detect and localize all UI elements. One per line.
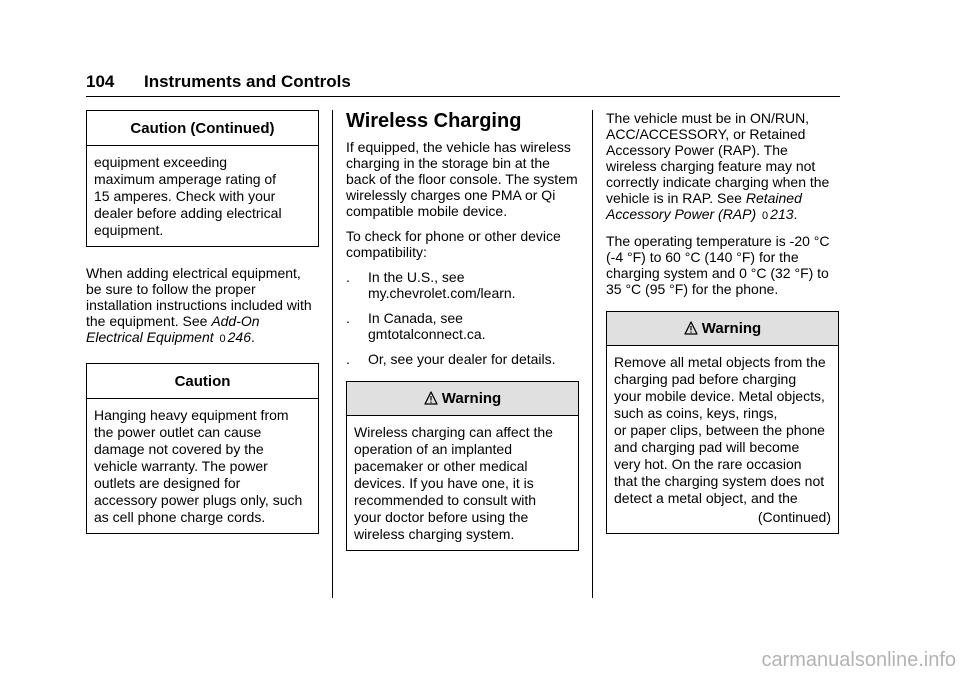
list-item-text: In Canada, see gmtotalconnect.ca.	[368, 310, 486, 342]
text-line: maximum amperage rating of	[94, 171, 277, 187]
xref-page[interactable]: 213	[770, 206, 794, 222]
text-line: your mobile device. Metal objects,	[614, 388, 825, 404]
paragraph: To check for phone or other device compatibility:	[346, 228, 561, 260]
box-body	[607, 346, 838, 533]
text-line: as cell phone charge cords.	[94, 509, 266, 525]
section-title: Instruments and Controls	[144, 72, 351, 91]
box-title: Caution	[87, 364, 318, 399]
box-body	[87, 146, 318, 246]
xref-page[interactable]: 246	[227, 329, 251, 345]
watermark: carmanualsonline.info	[761, 649, 956, 671]
text-line: 15 amperes. Check with your	[94, 188, 276, 204]
box-title	[347, 382, 578, 416]
text-line: Hanging heavy equipment from	[94, 407, 289, 423]
warning-box	[346, 381, 579, 551]
text-line: or paper clips, between the phone	[614, 422, 825, 438]
box-title	[607, 312, 838, 346]
text-line: equipment.	[94, 222, 164, 238]
bullet-icon: .	[346, 310, 350, 326]
paragraph-text: When adding electrical equipment, be sure to follow the proper installation instructions included with the equipment. See	[86, 265, 312, 329]
text-line: the power outlet can cause	[94, 424, 262, 440]
page-number: 104	[86, 72, 115, 91]
column-2	[346, 110, 579, 563]
paragraph: The operating temperature is -20 °C (-4 °F) to 60 °C (140 °F) for the charging system and 0 °C (32 °F) to 35 °C (95 °F) for the phone.	[606, 233, 830, 297]
caution-box	[86, 363, 319, 534]
xref-link[interactable]: Add-On Electrical Equipment	[86, 313, 260, 345]
column-divider	[332, 110, 333, 598]
column-3	[606, 110, 839, 546]
list-item	[346, 351, 579, 367]
page-ref-icon: 0	[219, 333, 226, 345]
text-line: and charging pad will become	[614, 439, 800, 455]
text-line: that the charging system does not	[614, 473, 825, 489]
page-ref-icon: 0	[762, 210, 769, 222]
warning-title: Warning	[441, 390, 502, 407]
text-line: wireless charging system.	[354, 526, 515, 542]
text-line: recommended to consult with	[354, 492, 537, 508]
punctuation: .	[793, 206, 798, 222]
text-line: accessory power plugs only, such	[94, 492, 303, 508]
bullet-icon: .	[346, 269, 350, 285]
box-body	[347, 416, 578, 550]
paragraph: If equipped, the vehicle has wireless charging in the storage bin at the back of the floor console. The system wirelessly charges one PMA or Qi compatible mobile device.	[346, 139, 578, 219]
text-line: devices. If you have one, it is	[354, 475, 534, 491]
warning-title: Warning	[701, 320, 762, 337]
continued-label: (Continued)	[757, 509, 831, 525]
text-line: pacemaker or other medical	[354, 458, 528, 474]
paragraph-text: The vehicle must be in ON/RUN, ACC/ACCESSORY, or Retained Accessory Power (RAP). The wireless charging feature may not correctly indicate charging when the vehicle is in RAP. See	[606, 110, 830, 206]
text-line: operation of an implanted	[354, 441, 512, 457]
paragraph	[606, 110, 839, 224]
box-body	[87, 399, 318, 533]
text-line: damage not covered by the	[94, 441, 264, 457]
warning-triangle-icon	[684, 321, 698, 335]
punctuation: .	[251, 329, 255, 345]
text-line: Wireless charging can affect the	[354, 424, 553, 440]
text-line: dealer before adding electrical	[94, 205, 282, 221]
list-item	[346, 269, 579, 301]
list-item	[346, 310, 579, 342]
list-item-text: In the U.S., see my.chevrolet.com/learn.	[368, 269, 516, 301]
text-line: charging pad before charging	[614, 371, 797, 387]
text-line: detect a metal object, and the	[614, 490, 798, 506]
text-line: outlets are designed for	[94, 475, 241, 491]
box-title: Caution (Continued)	[87, 111, 318, 146]
caution-continued-box	[86, 110, 319, 247]
page-header	[86, 72, 840, 97]
column-1	[86, 110, 319, 546]
text-line: Remove all metal objects from the	[614, 354, 826, 370]
list-item-text: Or, see your dealer for details.	[368, 351, 556, 367]
text-line: your doctor before using the	[354, 509, 529, 525]
section-heading: Wireless Charging	[346, 110, 522, 132]
xref-link[interactable]: Retained Accessory Power (RAP)	[606, 190, 802, 222]
warning-box	[606, 311, 839, 534]
paragraph	[86, 265, 319, 347]
text-line: very hot. On the rare occasion	[614, 456, 802, 472]
text-line: such as coins, keys, rings,	[614, 405, 778, 421]
column-divider	[592, 110, 593, 598]
bullet-icon: .	[346, 351, 350, 367]
text-line: equipment exceeding	[94, 154, 228, 170]
warning-triangle-icon	[424, 391, 438, 405]
text-line: vehicle warranty. The power	[94, 458, 268, 474]
